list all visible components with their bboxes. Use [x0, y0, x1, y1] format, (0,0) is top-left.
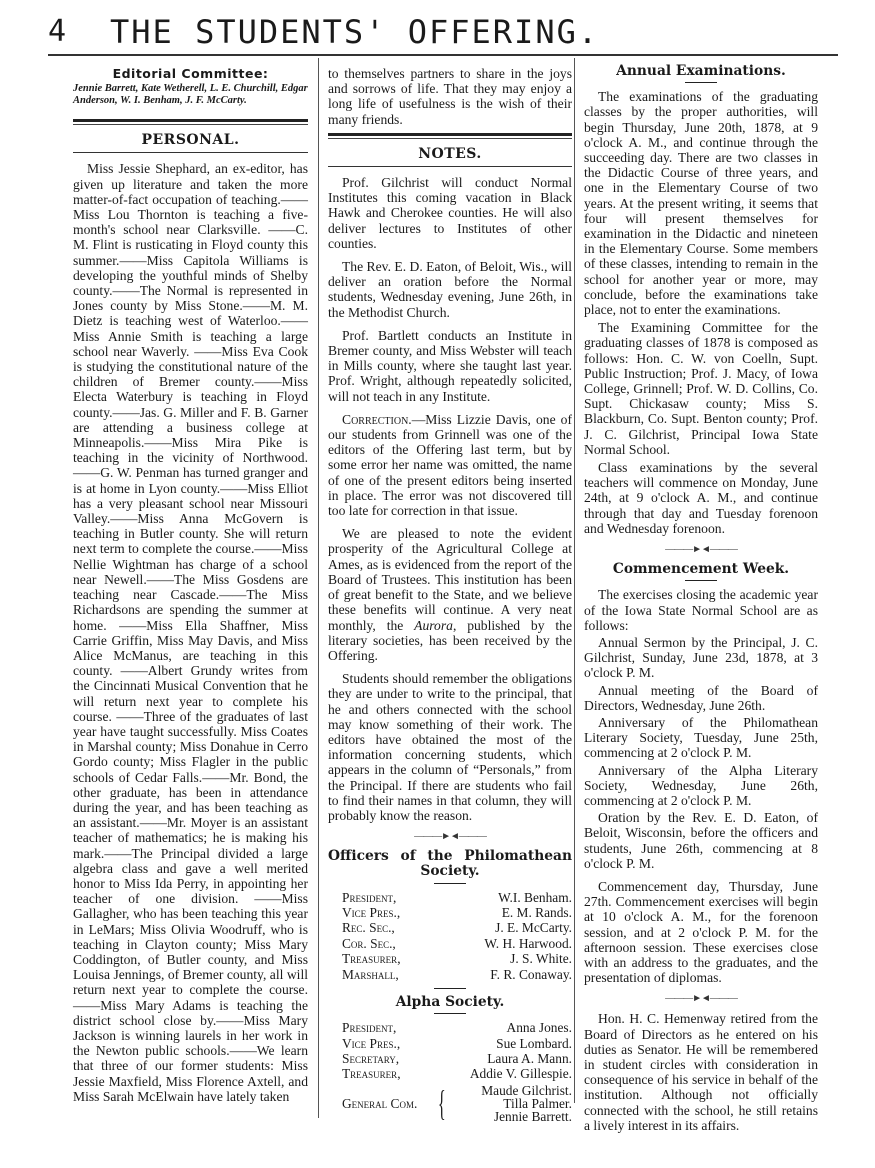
commencement-paragraph: Annual Sermon by the Principal, J. C. Gilchrist, Sunday, June 23d, 1878, at 3 o'clock P. M.: [584, 634, 818, 681]
officer-row: [328, 951, 572, 966]
officer-name: F. R. Conaway.: [490, 966, 572, 982]
header-rule: [48, 54, 838, 56]
commencement-paragraph: Commencement day, Thursday, June 27th. Commencement exercises will begin at 10 o'clock A. M., for the forenoon session, and at 2 o'clock P. M. for the afternoon session. These exercises close with an address to the graduates, and the presentation of diplomas.: [584, 878, 818, 986]
officer-name: Laura A. Mann.: [487, 1051, 572, 1066]
aurora-title: Aurora: [414, 617, 453, 633]
officer-role: Secretary,: [342, 1051, 400, 1066]
masthead: [48, 14, 838, 50]
students-paragraph: Students should remember the obligations they are under to write to the principal, that he and others connected with the school may know something of their work. The editors have obtained the most of the information concerning students, which appears in the column of “Personals,” from the Principal. If there are students who fail to find their names in that column, they will probably know the reason.: [328, 671, 572, 823]
committee-members: [448, 1084, 572, 1123]
section-rule: [328, 133, 572, 139]
ornament-divider: ———►◄———: [665, 544, 737, 556]
committee-member: Jennie Barrett.: [493, 1108, 572, 1124]
officer-name: W.I. Benham.: [498, 889, 572, 905]
philomathean-officers: [328, 890, 572, 982]
correction-text: —Miss Lizzie Davis, one of our students from Grinnell was one of the editors of the Offering last term, but by some error her name was omitted, the name of one of the present editors being inserted in place. The error was not discovered till too late for correction in that issue.: [328, 411, 572, 519]
ames-paragraph: [328, 526, 572, 663]
officer-name: W. H. Harwood.: [484, 935, 572, 951]
commencement-paragraph: Anniversary of the Philomathean Literary Society, Tuesday, June 25th, commencing at 2 o'clock P. M.: [584, 714, 818, 761]
editorial-committee-names: Jennie Barrett, Kate Wetherell, L. E. Churchill, Edgar Anderson, W. I. Benham, J. F. McCarty.: [73, 83, 308, 107]
exams-paragraph: The examinations of the graduating classes by the proper authorities, will begin Thursday, June 20th, 1878, at 9 o'clock A. M., and continue through the succeeding day. There are two classes in the Didactic Course of three years, and one in the Elementary Course of two years. At the present writing, it seems that four will present themselves for examination in the Didactic and nineteen in the Elementary Course. Some members of these classes, intending to remain in the school for another year or more, may conclude, before the examinations take place, not to enter the examinations.: [584, 89, 818, 318]
committee-member: Maude Gilchrist.: [481, 1082, 572, 1098]
hemenway-paragraph: Hon. H. C. Hemenway retired from the Board of Directors as he entered on his duties as Senator. He will be remembered in student circles with consideration in consequence of his service in behalf of the institution. Although not officially connected with the school, he still retains a lively interest in its affairs.: [584, 1011, 818, 1133]
short-rule: [434, 1013, 466, 1014]
right-column: [584, 58, 818, 1133]
ames-text: We are pleased to note the evident prosperity of the Agricultural College at Ames, as is evidenced from the report of the Board of Trustees. This institution has been of great benefit to the State, and we believe these benefits will continue. A very neat monthly, the: [328, 526, 572, 633]
short-rule: [434, 988, 466, 989]
annual-examinations-heading: Annual Examinations.: [616, 63, 786, 79]
officer-role: Rec. Sec.,: [342, 920, 395, 936]
notes-heading: NOTES.: [418, 145, 482, 162]
notes-paragraph: Prof. Gilchrist will conduct Normal Institutes this coming vacation in Black Hawk and Cherokee counties. He will also deliver lectures to Institutes of other counties.: [328, 175, 572, 251]
notes-paragraph: The Rev. E. D. Eaton, of Beloit, Wis., will deliver an oration before the Normal students, Wednesday evening, June 26th, in the Methodist Church.: [328, 259, 572, 320]
correction-label: Correction.: [342, 411, 412, 427]
officer-role: Vice Pres.,: [342, 1035, 401, 1051]
ornament-divider: ———►◄———: [414, 831, 486, 843]
officer-name: J. E. McCarty.: [495, 920, 572, 936]
section-rule: [73, 119, 308, 125]
correction-paragraph: [328, 412, 572, 518]
personal-heading: PERSONAL.: [141, 132, 240, 149]
short-rule: [685, 82, 717, 83]
officer-name: E. M. Rands.: [501, 904, 572, 920]
officer-name: Anna Jones.: [506, 1020, 572, 1036]
exams-paragraph: Class examinations by the several teachers will commence on Monday, June 24th, at 9 o'clock A. M., and continue through that day and Tuesday forenoon and Wednesday forenoon.: [584, 460, 818, 536]
officer-name: J. S. White.: [510, 951, 572, 967]
exams-paragraph: The Examining Committee for the graduating classes of 1878 is composed as follows: Hon. C. W. von Coelln, Supt. Public Instruction; Prof. J. Macy, of Iowa College, Grinnell; Prof. W. D. Collins, Co. Supt. Chickasaw county; Miss S. Blackburn, Co. Supt. Benton county; Prof. J. C. Gilchrist, Principal Iowa State Normal School.: [584, 320, 818, 457]
officer-row: [328, 1036, 572, 1051]
continuation-text: to themselves partners to share in the joys and sorrows of life. That they may enjoy a long life of usefulness is the wish of their many friends.: [328, 66, 572, 127]
officer-name: Addie V. Gillespie.: [469, 1066, 572, 1082]
left-column: [73, 58, 308, 1104]
officer-row: [328, 1066, 572, 1081]
officer-role: Cor. Sec.,: [342, 935, 396, 951]
commencement-paragraph: Annual meeting of the Board of Directors, Wednesday, June 26th.: [584, 682, 818, 713]
middle-column: [328, 58, 572, 1123]
officer-role: President,: [342, 889, 397, 905]
officer-role: Treasurer,: [342, 1066, 401, 1082]
brace-icon: {: [437, 1083, 446, 1124]
officer-role: Marshall,: [342, 966, 399, 982]
page-number: 4: [48, 14, 67, 49]
officer-row: [328, 920, 572, 935]
officer-row: [328, 936, 572, 951]
commencement-paragraph: Oration by the Rev. E. D. Eaton, of Beloit, Wisconsin, before the officers and students, June 26th, commencing at 8 o'clock P. M.: [584, 810, 818, 871]
column-divider: [318, 58, 319, 1118]
officer-role: Treasurer,: [342, 951, 401, 967]
section-rule: [328, 166, 572, 167]
officer-row: [328, 890, 572, 905]
ames-text: , published by the literary societies, has been received by the Offering.: [328, 617, 572, 663]
short-rule: [434, 883, 466, 884]
officer-row: [328, 905, 572, 920]
officer-role: President,: [342, 1020, 397, 1036]
officer-role: Vice Pres.,: [342, 904, 401, 920]
alpha-officers: [328, 1020, 572, 1123]
officer-row: [328, 1051, 572, 1066]
section-rule: [73, 152, 308, 153]
editorial-committee-heading: Editorial Committee:: [112, 66, 269, 81]
alpha-heading: Alpha Society.: [395, 993, 505, 1010]
commencement-week-heading: Commencement Week.: [612, 561, 790, 578]
column-divider: [574, 58, 575, 1103]
officer-role: General Com.: [342, 1095, 418, 1111]
officer-name: Sue Lombard.: [496, 1035, 572, 1051]
general-committee: [328, 1084, 572, 1123]
personal-text: Miss Jessie Shephard, an ex-editor, has given up literature and taken the more matter-of-fact occupation of teaching.——Miss Lou Thornton is teaching a five-month's school near Clarksville. ——C. M. Flint is rusticating in Floyd county this summer.——Miss Capitola Williams is developing the youthful minds of Shelby county.——The Normal is represented in Jones county by Miss Stone.——M. M. Dietz is teaching west of Waterloo.——Miss Annie Smith is teaching a large school near Waverly. ——Miss Eva Cook is studying the constitutional nature of the children of Bremer county.——Miss Electa Waterbury is teaching in Floyd county.——Jas. G. Miller and F. B. Garner are attending a business college at Minneapolis.——Miss Mira Pike is teaching in the vicinity of Northwood.——G. W. Penman has turned granger and is at home in Lyon county.——Miss Elliot has a very pleasant school near Missouri Valley.——Miss Anna McGovern is teaching in Butler county. She will return next term to complete the course.——Miss Nellie Wightman has charge of a school near Newell.——The Miss Gosdens are teaching near Cascade.——The Miss Richardsons are spending the summer at home. ——Miss Ella Shaffner, Miss Carrie Griffin, Miss May Davis, and Miss Alice McManus, are teaching in this county. ——Albert Grundy writes from the Cincinnati Musical Convention that he will return next year to complete his course. ——Three of the graduates of last year have taught successfully. Miss Coates in Marshal county; Miss Donahue in Cerro Gordo county; Miss Flagler in the public schools of Cedar Falls.——Mr. Bond, the other graduate, has been in attendance during the year, and has been teaching as an assistant.——Mr. Moyer is an assistant teacher of mathematics; he is making his mark.——The Principal divided a large algebra class and gave a well merited honor to Miss Ida Perry, in appointing her teacher of one division. ——Miss Gallagher, who has been teaching this year in LeMars; Miss Olivia Woodruff, who is teaching in Clayton county; Miss Mary Coddington, of Butler county, and Miss Louisa Jennings, of Bremer county, all will return next year to complete the course.——Miss Mary Adams is teaching the district school close by.——Miss Mary Jackson is winning laurels in her work in the Newton public schools.——We learn that three of our former students: Miss Jessie Maxfield, Miss Florence Axtell, and Miss Sarah McElwain have lately taken: [73, 161, 308, 1104]
commencement-paragraph: Anniversary of the Alpha Literary Society, Wednesday, June 26th, commencing at 2 o'clock P. M.: [584, 762, 818, 808]
committee-member: Tilla Palmer.: [503, 1095, 572, 1111]
commencement-paragraph: The exercises closing the academic year of the Iowa State Normal School are as follows:: [584, 587, 818, 633]
officer-row: [328, 1020, 572, 1035]
notes-paragraph: Prof. Bartlett conducts an Institute in Bremer county, and Miss Webster will teach in Mills county, where she taught last year. Prof. Wright, although repeatedly solicited, will not teach in any Institute.: [328, 327, 572, 404]
philomathean-heading: Officers of the Philomathean Society.: [328, 848, 572, 880]
short-rule: [685, 580, 717, 581]
publication-title: THE STUDENTS' OFFERING.: [110, 13, 600, 51]
ornament-divider: ———►◄———: [665, 993, 737, 1005]
officer-row: [328, 967, 572, 982]
